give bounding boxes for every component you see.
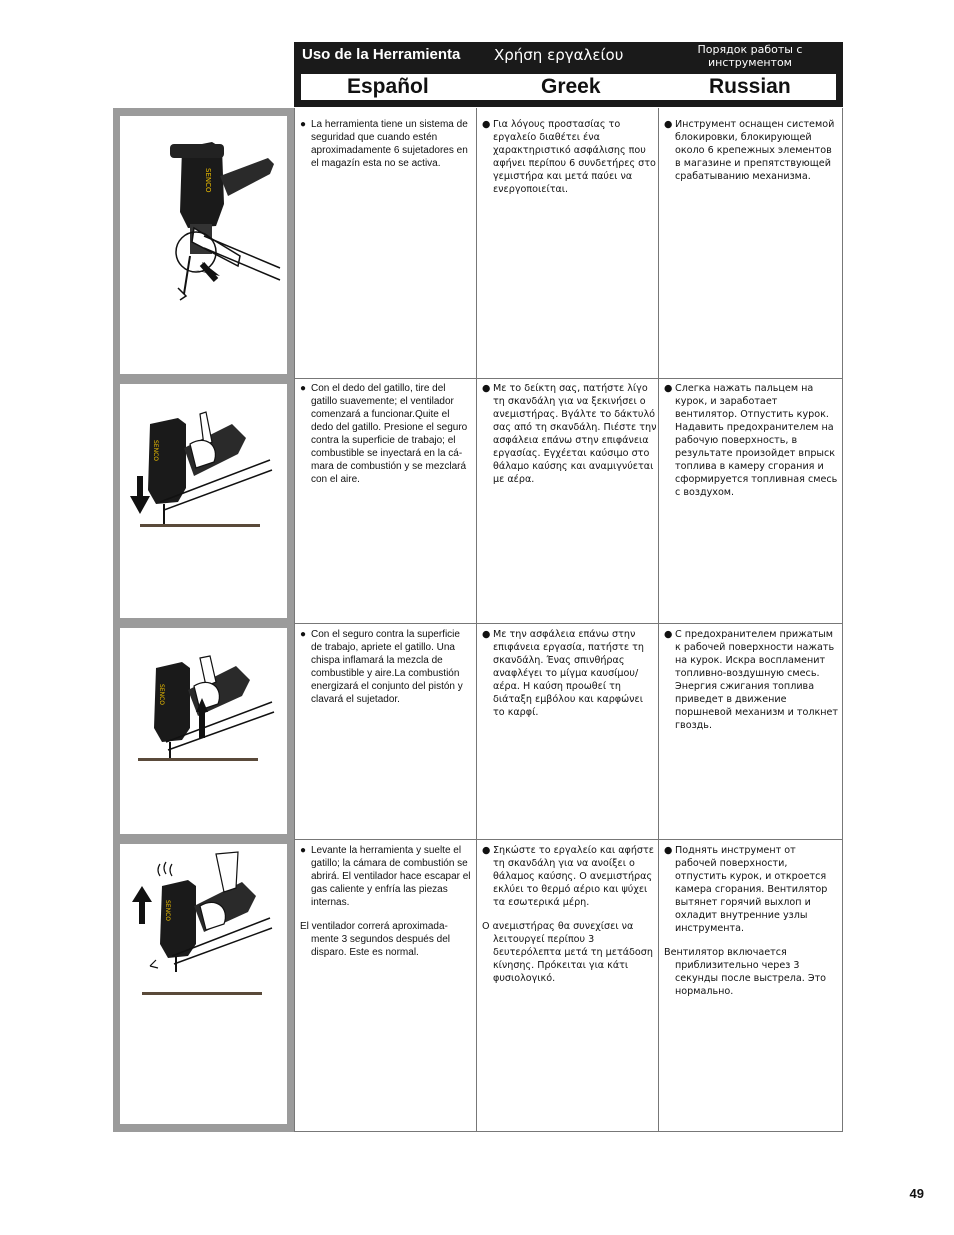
row3-russian: ● С предохранителем прижатым к рабочей поверхности нажать на курок. Искра воспламенит топливно-воздушную смесь. Энергия сжигания топлива приведет в движение поршневой механизм и толкнет гвоздь.	[664, 629, 839, 731]
row4-spanish: ● Levante la herramienta y suelte el gatillo; la cámara de combustión se abrirá. El ventilador hace escapar el gas caliente y enfría las piezas internas. El ventilador correrá aproximada-mente 3 segundos después del disparo. Este es normal.	[300, 845, 471, 958]
row3-spanish: ● Con el seguro contra la superficie de trabajo, apriete el gatillo. Una chispa inflamará la mezcla de combustible y aire.La combustión energizará el conjunto del pistón y clavará el sujetador.	[300, 629, 463, 705]
illustration-press-trigger	[120, 384, 287, 618]
nailer-lockout-illustration	[120, 116, 287, 374]
nailer-press-trigger-illustration	[120, 384, 287, 618]
illustration-column	[113, 108, 294, 1132]
tool-brand-label-4: SENCO	[164, 900, 171, 921]
language-russian: Russian	[709, 75, 791, 98]
row4-greek: ● Σηκώστε το εργαλείο και αφήστε τη σκανδάλη για να ανοίξει ο θάλαμος καύσης. Ο ανεμιστήρας εκλύει το θερμό αέριο και ψύχει τα εσωτερικά μέρη. Ο ανεμιστήρας θα συνεχίσει να λειτουργεί περίπου 3 δευτερόλεπτα μετά τη μετάδοση κίνησης. Πρόκειται για κάτι φυσιολογικό.	[482, 845, 654, 984]
greek-title: Χρήση εργαλείου	[494, 46, 624, 64]
row2-russian: ● Слегка нажать пальцем на курок, и заработает вентилятор. Отпустить курок. Надавить предохранителем на рабочую поверхность, в результате произойдет впрыск топлива в камеру сгорания и сформируется топливная смесь с воздухом.	[664, 383, 838, 498]
tool-brand-label-2: SENCO	[152, 440, 159, 461]
header-bar	[294, 42, 843, 107]
row3-greek: ● Με την ασφάλεια επάνω στην επιφάνεια εργασία, πατήστε τη σκανδάλη. Ένας σπινθήρας αναφλέγει το μίγμα καυσίμου/αέρα. Η καύση προωθεί τη διάταξη εμβόλου και καρφώνει το καρφί.	[482, 629, 644, 718]
language-spanish: Español	[347, 75, 429, 98]
instruction-table	[294, 108, 843, 1132]
row1-greek: ● Για λόγους προστασίας το εργαλείο διαθέτει ένα χαρακτηριστικό ασφάλισης που αφήνει περίπου 6 συνδετήρες στο γεμιστήρα και μετά παύει να ενεργοποιείται.	[482, 119, 656, 195]
tool-brand-label: SENCO	[204, 168, 212, 193]
row4-russian: ● Поднять инструмент от рабочей поверхности, отпустить курок, и откроется камера сгорания. Вентилятор вытянет горячий выхлоп и охладит внутренние узлы инструмента. Вентилятор включается приблизительно через 3 секунды после выстрела. Это нормально.	[664, 845, 828, 997]
tool-brand-label-3: SENCO	[158, 684, 165, 705]
page-number: 49	[909, 1186, 924, 1201]
row1-spanish: ● La herramienta tiene un sistema de seguridad que cuando estén aproximadamente 6 sujetadores en el magazín esta no se activa.	[300, 119, 468, 169]
illustration-fire	[120, 628, 287, 834]
nailer-fire-illustration	[120, 628, 287, 834]
illustration-safety-lockout	[120, 116, 287, 374]
nailer-lift-illustration	[120, 844, 287, 1124]
row2-greek: ● Με το δείκτη σας, πατήστε λίγο τη σκανδάλη για να ξεκινήσει ο ανεμιστήρας. Βγάλτε το δάκτυλό σας από τη σκανδάλη. Πιέστε την ασφάλεια επάνω στην επιφάνεια εργασίας. Εγχέεται καύσιμο στο θάλαμο καύσης και αναμιγνύεται με αέρα.	[482, 383, 657, 485]
row1-russian: ● Инструмент оснащен системой блокировки, блокирующей около 6 крепежных элементов в магазине и препятствующей срабатыванию механизма.	[664, 119, 835, 182]
language-greek: Greek	[541, 75, 601, 98]
russian-title: Порядок работы с инструментом	[697, 43, 803, 69]
language-bar	[300, 73, 837, 101]
row2-spanish: ● Con el dedo del gatillo, tire del gatillo suavemente; el ventilador comenzará a funcionar.Quite el dedo del gatillo. Presione el seguro contra la superficie de trabajo; el combustible se inyectará en la cá-mara de combustión y se mezclará con el aire.	[300, 383, 468, 485]
illustration-lift	[120, 844, 287, 1124]
spanish-title: Uso de la Herramienta	[302, 46, 461, 63]
